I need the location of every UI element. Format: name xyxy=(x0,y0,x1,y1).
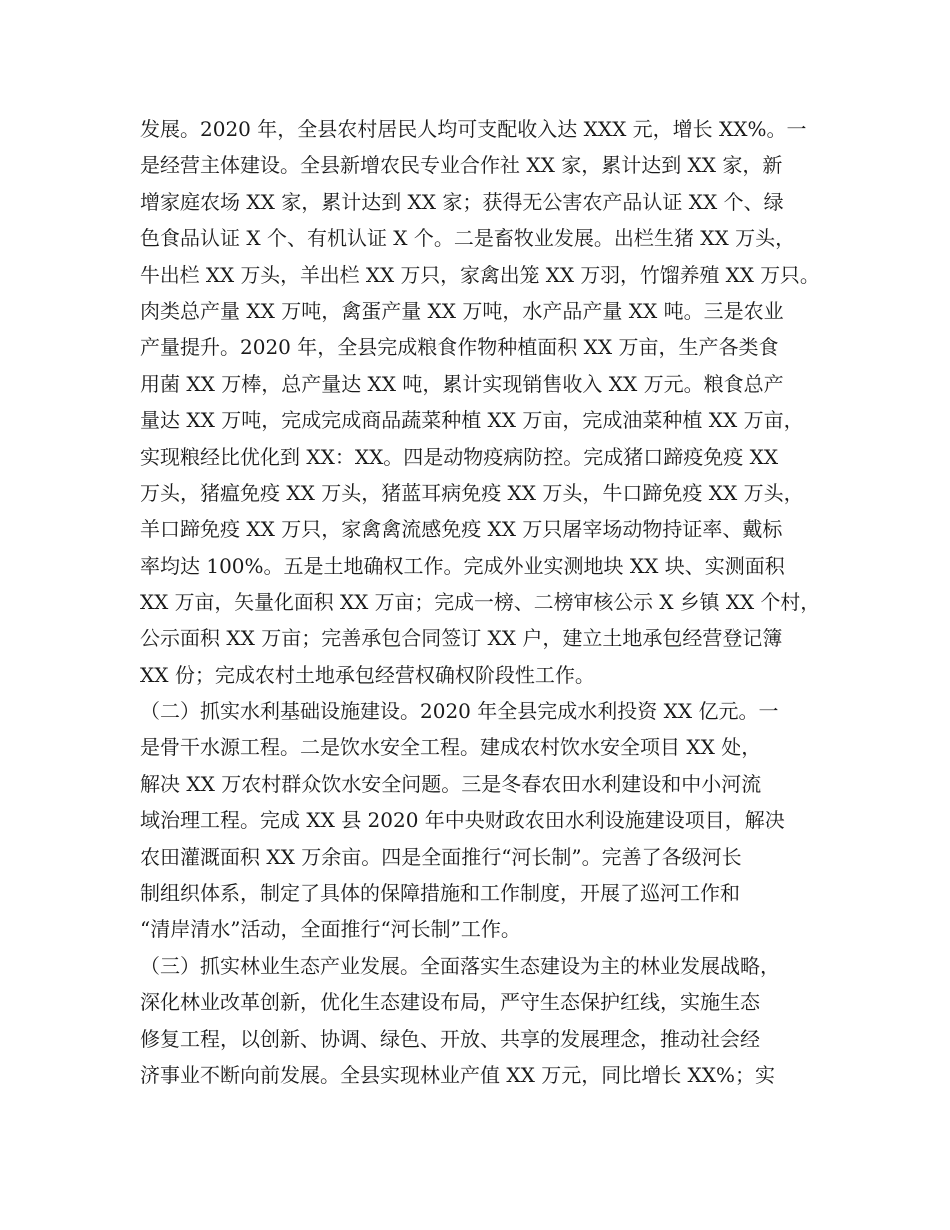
text-line: 解决 XX 万农村群众饮水安全问题。三是冬春农田水利建设和中小河流 xyxy=(140,771,762,796)
text-line: XX 万亩，矢量化面积 XX 万亩；完成一榜、二榜审核公示 X 乡镇 XX 个村， xyxy=(140,590,821,615)
text-line: 用菌 XX 万棒，总产量达 XX 吨，累计实现销售收入 XX 万元。粮食总产 xyxy=(140,371,784,396)
text-line: 是骨干水源工程。二是饮水安全工程。建成农村饮水安全项目 XX 处， xyxy=(140,735,762,760)
text-line: 是经营主体建设。全县新增农民专业合作社 XX 家，累计达到 XX 家，新 xyxy=(140,153,783,178)
text-line: XX 份；完成农村土地承包经营权确权阶段性工作。 xyxy=(140,662,595,687)
text-line: 制组织体系，制定了具体的保障措施和工作制度，开展了巡河工作和 xyxy=(140,880,740,905)
paragraph-agriculture xyxy=(140,111,820,693)
paragraph-water-conservancy xyxy=(140,693,820,948)
text-line: 域治理工程。完成 XX 县 2020 年中央财政农田水利设施建设项目，解决 xyxy=(140,808,785,833)
text-line: 农田灌溉面积 XX 万余亩。四是全面推行“河长制”。完善了各级河长 xyxy=(140,844,742,869)
text-line: 色食品认证 X 个、有机认证 X 个。二是畜牧业发展。出栏生猪 XX 万头， xyxy=(140,226,796,251)
text-line: 羊口蹄免疫 XX 万只，家禽禽流感免疫 XX 万只屠宰场动物持证率、戴标 xyxy=(140,517,783,542)
text-line: 发展。2020 年，全县农村居民人均可支配收入达 XXX 元，增长 XX%。一 xyxy=(140,117,807,141)
text-line: 实现粮经比优化到 XX：XX。四是动物疫病防控。完成猪口蹄疫免疫 XX xyxy=(140,444,779,469)
text-line: 济事业不断向前发展。全县实现林业产值 XX 万元，同比增长 XX%；实 xyxy=(140,1063,776,1088)
text-line: 产量提升。2020 年，全县完成粮食作物种植面积 XX 万亩，生产各类食 xyxy=(140,335,779,360)
text-line: （三）抓实林业生态产业发展。全面落实生态建设为主的林业发展战略， xyxy=(140,954,780,978)
text-line: 增家庭农场 XX 家，累计达到 XX 家；获得无公害农产品认证 XX 个、绿 xyxy=(140,189,784,214)
paragraph-forestry xyxy=(140,948,820,1094)
text-line: 深化林业改革创新，优化生态建设布局，严守生态保护红线，实施生态 xyxy=(140,990,760,1015)
text-line: 公示面积 XX 万亩；完善承包合同签订 XX 户，建立土地承包经营登记簿 xyxy=(140,626,783,651)
text-line: 率均达 100%。五是土地确权工作。完成外业实测地块 XX 块、实测面积 xyxy=(140,553,785,578)
text-line: 量达 XX 万吨，完成完成商品蔬菜种植 XX 万亩，完成油菜种植 XX 万亩， xyxy=(140,408,804,433)
text-line: “清岸清水”活动，全面推行“河长制”工作。 xyxy=(140,917,521,942)
text-line: 肉类总产量 XX 万吨，禽蛋产量 XX 万吨，水产品产量 XX 吨。三是农业 xyxy=(140,298,784,323)
text-line: 牛出栏 XX 万头，羊出栏 XX 万只，家禽出笼 XX 万羽，竹馏养殖 XX 万只。 xyxy=(140,262,820,287)
text-line: 修复工程，以创新、协调、绿色、开放、共享的发展理念，推动社会经 xyxy=(140,1026,760,1051)
text-line: （二）抓实水利基础设施建设。2020 年全县完成水利投资 XX 亿元。一 xyxy=(140,699,779,723)
text-line: 万头，猪瘟免疫 XX 万头，猪蓝耳病免疫 XX 万头，牛口蹄免疫 XX 万头， xyxy=(140,480,804,505)
